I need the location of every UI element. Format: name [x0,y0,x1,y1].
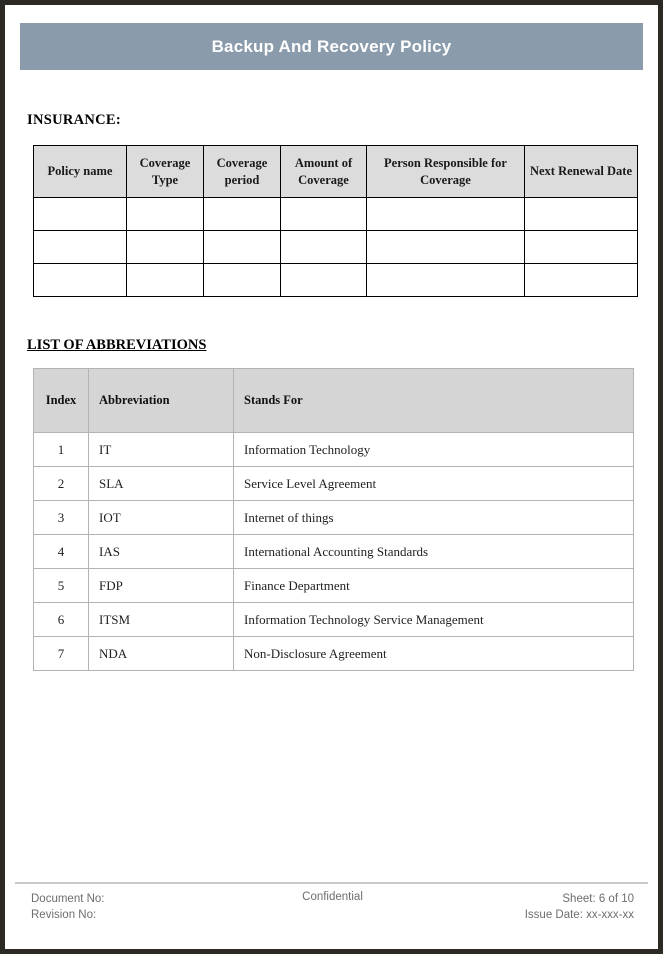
abbrev-col-abbreviation: Abbreviation [89,369,234,433]
abbrev-stands-for: Non-Disclosure Agreement [234,637,634,671]
insurance-cell [127,198,204,231]
insurance-cell [204,231,281,264]
insurance-cell [525,198,638,231]
abbrev-stands-for: Service Level Agreement [234,467,634,501]
insurance-cell [367,231,525,264]
footer-divider [15,882,648,884]
insurance-cell [367,264,525,297]
table-row [34,501,634,535]
footer-left [31,891,302,923]
table-row [34,467,634,501]
abbreviations-heading: LIST OF ABBREVIATIONS [27,337,207,353]
insurance-cell [367,198,525,231]
insurance-header-row [34,146,638,198]
footer-confidential: Confidential [302,891,363,903]
footer-issue-date: Issue Date: xx-xxx-xx [524,909,635,921]
insurance-cell [204,198,281,231]
abbrev-index: 2 [34,467,89,501]
abbrev-abbreviation: ITSM [89,603,234,637]
table-row [34,603,634,637]
abbrev-index: 7 [34,637,89,671]
abbrev-abbreviation: IOT [89,501,234,535]
abbrev-col-index: Index [34,369,89,433]
table-row [34,231,638,264]
abbrev-col-stands-for: Stands For [234,369,634,433]
abbreviations-header-row [34,369,634,433]
insurance-cell [127,231,204,264]
document-title-banner [20,23,643,70]
insurance-col-policy-name: Policy name [34,146,127,198]
insurance-cell [34,231,127,264]
abbrev-abbreviation: FDP [89,569,234,603]
abbrev-index: 4 [34,535,89,569]
footer-revision-no: Revision No: [31,909,97,921]
insurance-col-coverage-type: Coverage Type [127,146,204,198]
abbrev-stands-for: Information Technology [234,433,634,467]
insurance-cell [525,231,638,264]
footer-document-no: Document No: [31,893,105,905]
table-row [34,535,634,569]
insurance-col-coverage-period: Coverage period [204,146,281,198]
document-title: Backup And Recovery Policy [211,36,452,56]
abbrev-index: 1 [34,433,89,467]
abbrev-abbreviation: SLA [89,467,234,501]
abbrev-index: 6 [34,603,89,637]
insurance-col-next-renewal: Next Renewal Date [525,146,638,198]
abbrev-abbreviation: IAS [89,535,234,569]
insurance-heading: INSURANCE: [27,112,122,128]
insurance-cell [281,198,367,231]
table-row [34,198,638,231]
table-row [34,433,634,467]
abbrev-index: 5 [34,569,89,603]
table-row [34,637,634,671]
insurance-cell [281,231,367,264]
abbrev-index: 3 [34,501,89,535]
document-footer [15,882,648,923]
abbrev-stands-for: Information Technology Service Management [234,603,634,637]
insurance-cell [204,264,281,297]
footer-sheet: Sheet: 6 of 10 [562,893,635,905]
insurance-table [33,145,638,297]
insurance-cell [34,198,127,231]
insurance-col-amount: Amount of Coverage [281,146,367,198]
abbrev-abbreviation: IT [89,433,234,467]
insurance-cell [525,264,638,297]
abbrev-stands-for: Finance Department [234,569,634,603]
abbrev-abbreviation: NDA [89,637,234,671]
insurance-cell [34,264,127,297]
abbreviations-table [33,368,634,671]
insurance-col-person-responsible: Person Responsible for Coverage [367,146,525,198]
insurance-cell [281,264,367,297]
table-row [34,264,638,297]
table-row [34,569,634,603]
insurance-cell [127,264,204,297]
abbrev-stands-for: Internet of things [234,501,634,535]
footer-right [363,891,634,923]
abbrev-stands-for: International Accounting Standards [234,535,634,569]
